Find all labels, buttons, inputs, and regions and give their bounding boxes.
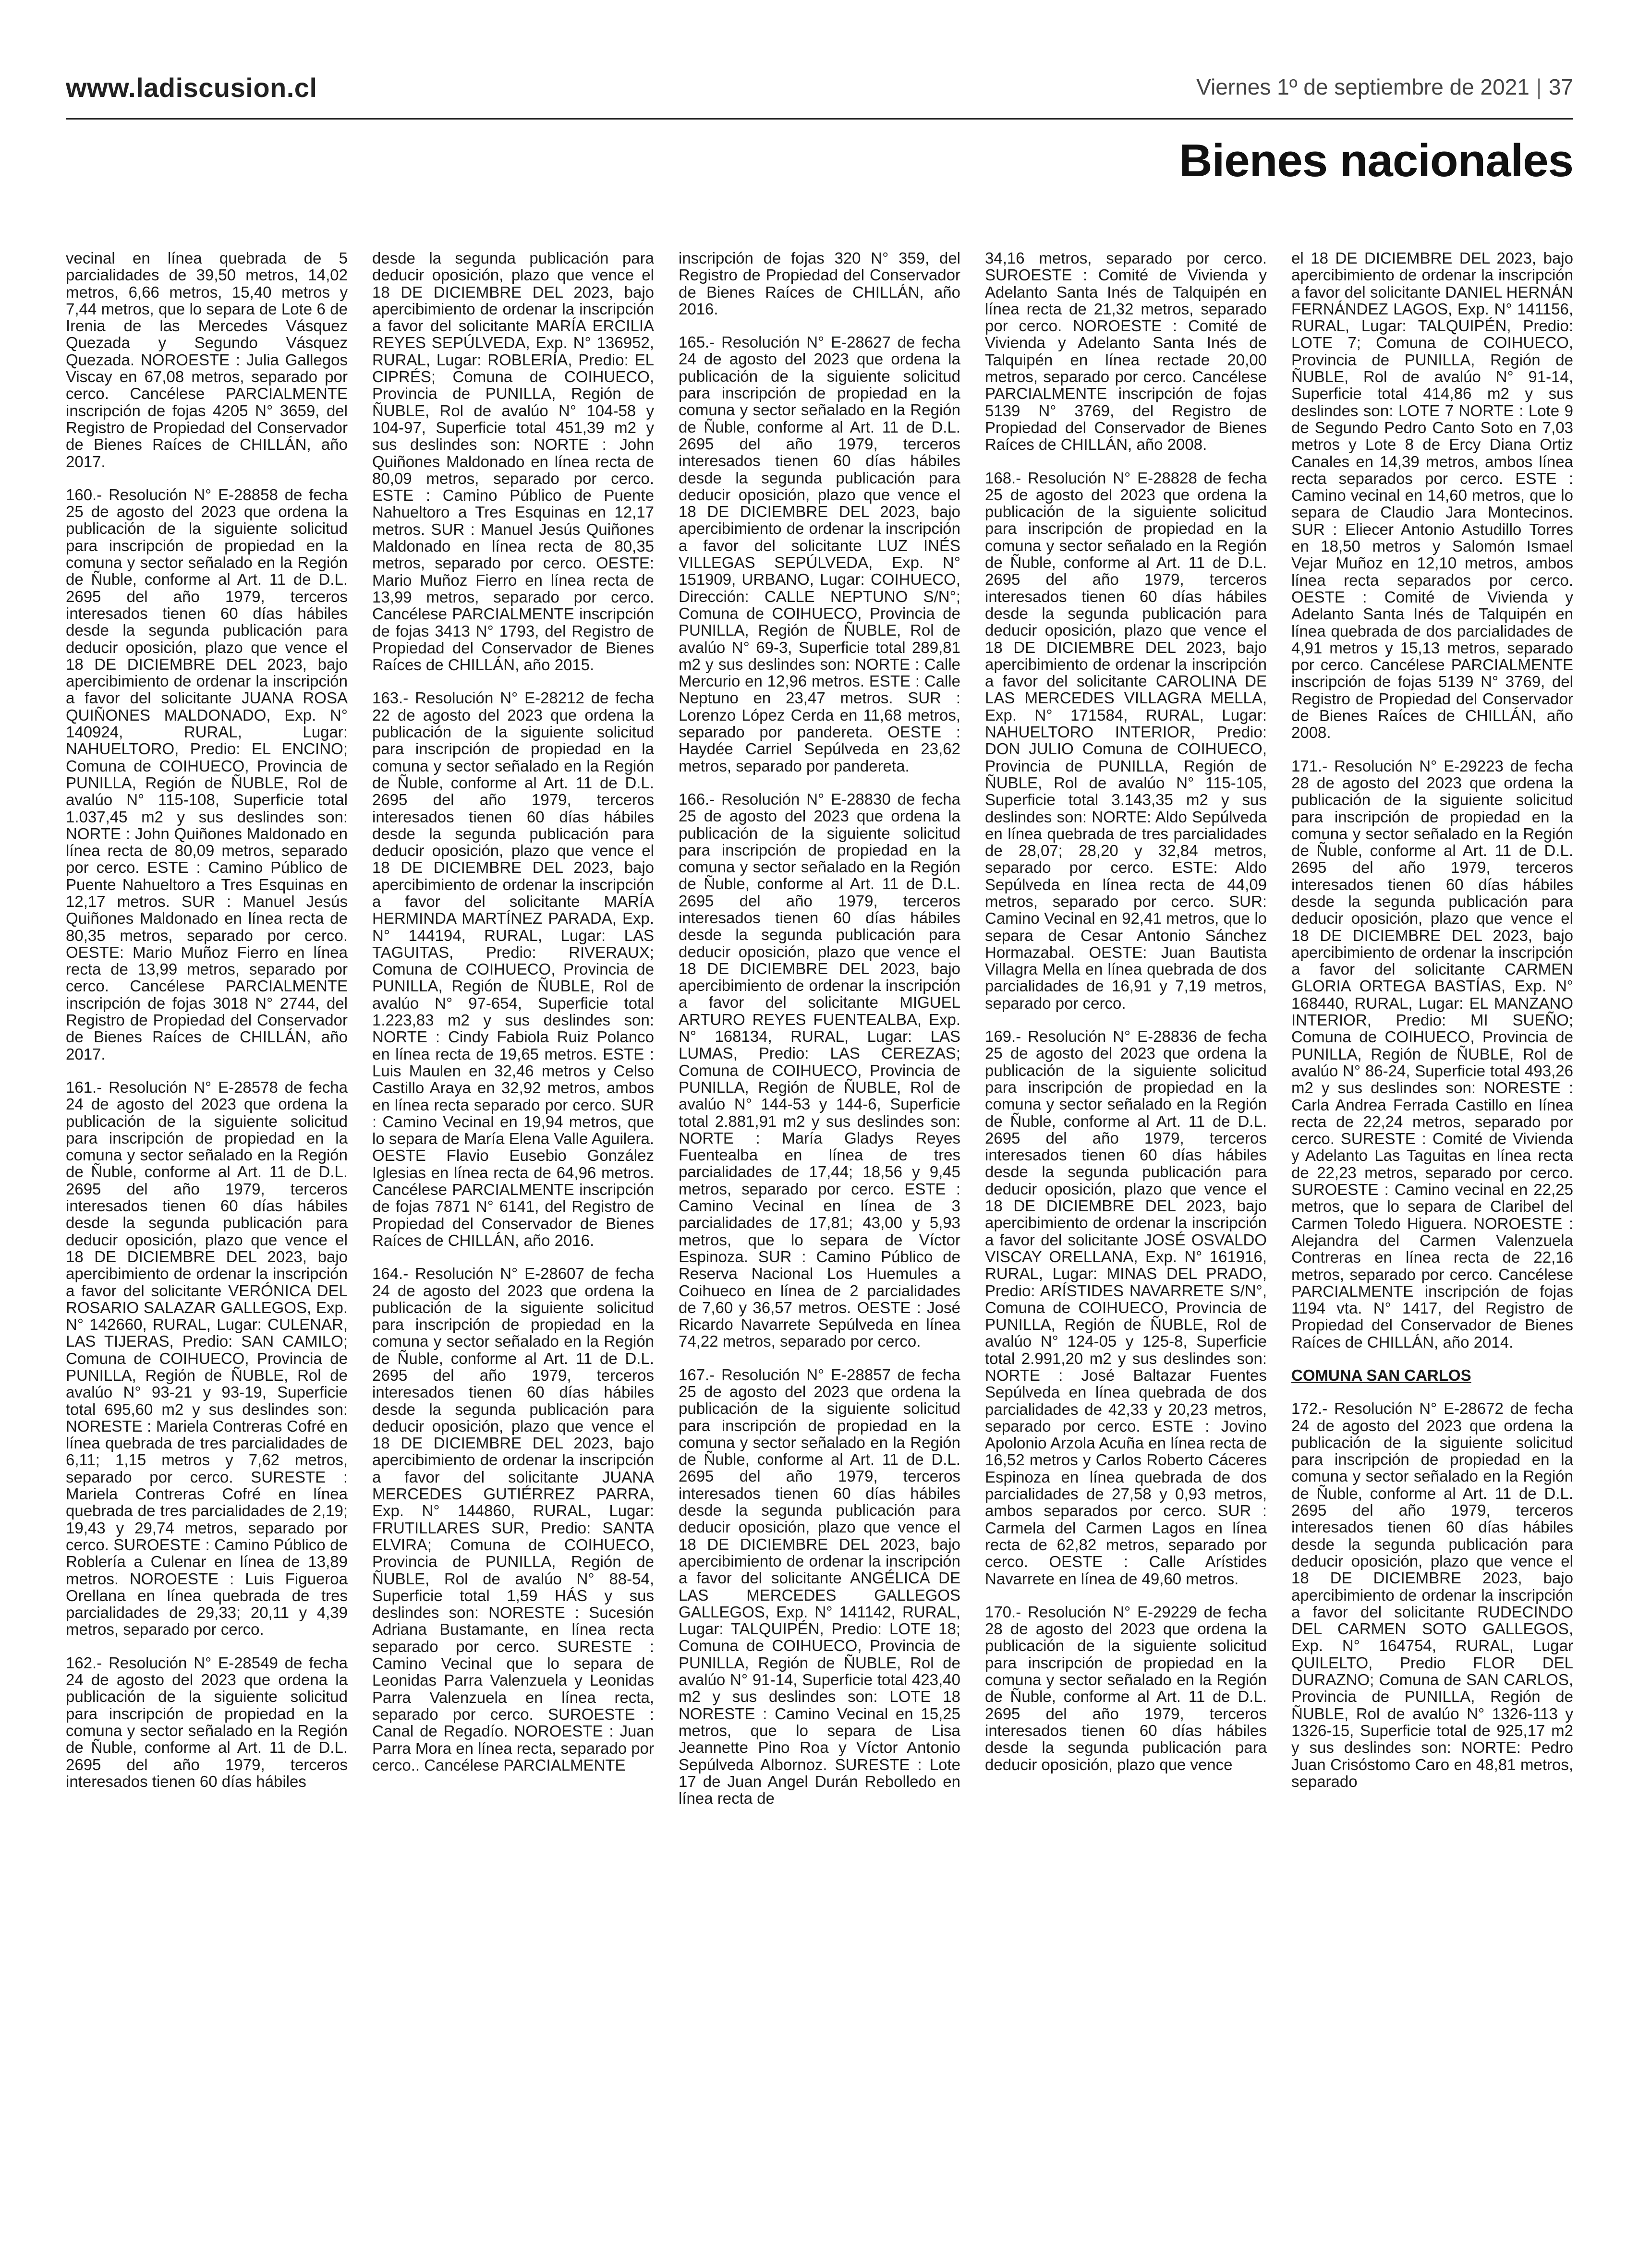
notice-paragraph: 167.- Resolución N° E-28857 de fecha 25 de agosto del 2023 que ordena la publicación de la siguiente solicitud para inscripción de propiedad en la comuna y sector señalado en la Región de Ñuble, conforme al Art. 11 de D.L. 2695 del año 1979, terceros interesados tienen 60 días hábiles desde la segunda publicación para deducir oposición, plazo que vence el 18 DE DICIEMBRE DEL 2023, bajo apercibimiento de ordenar la inscripción a favor del solicitante ANGÉLICA DE LAS MERCEDES GALLEGOS GALLEGOS, Exp. N° 141142, RURAL, Lugar: TALQUIPÉN, Predio: LOTE 18; Comuna de COIHUECO, Provincia de PUNILLA, Región de ÑUBLE, Rol de avalúo N° 91-14, Superficie total 423,40 m2 y sus deslindes son: LOTE 18 NORESTE : Camino Vecinal en 15,25 metros, que lo separa de Lisa Jeannette Pino Roa y Víctor Antonio Sepúlveda Albornoz. SURESTE : Lote 17 de Juan Angel Durán Rebolledo en línea recta de [679,1365,960,1808]
notice-paragraph: el 18 DE DICIEMBRE DEL 2023, bajo apercibimiento de ordenar la inscripción a favor del solicitante DANIEL HERNÁN FERNÁNDEZ LAGOS, Exp. N° 141156, RURAL, Lugar: TALQUIPÉN, Predio: LOTE 7; Comuna de COIHUECO, Provincia de PUNILLA, Región de ÑUBLE, Rol de avalúo N° 91-14, Superficie total 414,86 m2 y sus deslindes son: LOTE 7 NORTE : Lote 9 de Segundo Pedro Canto Soto en 7,03 metros y Lote 8 de Ercy Diana Ortiz Canales en 14,39 metros, ambos línea recta separados por cerco. ESTE : Camino vecinal en 14,60 metros, que lo separa de Claudio Jara Montecinos. SUR : Eliecer Antonio Astudillo Torres en 18,50 metros y Salomón Ismael Vejar Muñoz en 12,10 metros, ambos línea recta separados por cerco. OESTE : Comité de Vivienda y Adelanto Santa Inés de Talquipén en línea quebrada de dos parcialidades de 4,91 metros y 15,13 metros, separado por cerco. Cancélese PARCIALMENTE inscripción de fojas 5139 N° 3769, del Registro de Propiedad del Conservador de Bienes Raíces de CHILLÁN, año 2008. [1291,250,1573,742]
notice-paragraph: 160.- Resolución N° E-28858 de fecha 25 de agosto del 2023 que ordena la publicación de la siguiente solicitud para inscripción de propiedad en la comuna y sector señalado en la Región de Ñuble, conforme al Art. 11 de D.L. 2695 del año 1979, terceros interesados tienen 60 días hábiles desde la segunda publicación para deducir oposición, plazo que vence el 18 DE DICIEMBRE DEL 2023, bajo apercibimiento de ordenar la inscripción a favor del solicitante JUANA ROSA QUIÑONES MALDONADO, Exp. N° 140924, RURAL, Lugar: NAHUELTORO, Predio: EL ENCINO; Comuna de COIHUECO, Provincia de PUNILLA, Región de ÑUBLE, Rol de avalúo N° 115-108, Superficie total 1.037,45 m2 y sus deslindes son: NORTE : John Quiñones Maldonado en línea recta de 80,09 metros, separado por cerco. ESTE : Camino Público de Puente Nahueltoro a Tres Esquinas en 12,17 metros. SUR : Manuel Jesús Quiñones Maldonado en línea recta de 80,35 metros, separado por cerco. OESTE: Mario Muñoz Fierro en línea recta de 13,99 metros, separado por cerco. Cancélese PARCIALMENTE inscripción de fojas 3018 N° 2744, del Registro de Propiedad del Conservador de Bienes Raíces de CHILLÁN, año 2017. [66,485,348,1063]
notice-paragraph: 168.- Resolución N° E-28828 de fecha 25 de agosto del 2023 que ordena la publicación de la siguiente solicitud para inscripción de propiedad en la comuna y sector señalado en la Región de Ñuble, conforme al Art. 11 de D.L. 2695 del año 1979, terceros interesados tienen 60 días hábiles desde la segunda publicación para deducir oposición, plazo que vence el 18 DE DICIEMBRE DEL 2023, bajo apercibimiento de ordenar la inscripción a favor del solicitante CAROLINA DE LAS MERCEDES VILLAGRA MELLA, Exp. N° 171584, RURAL, Lugar: NAHUELTORO INTERIOR, Predio: DON JULIO Comuna de COIHUECO, Provincia de PUNILLA, Región de ÑUBLE, Rol de avalúo N° 115-105, Superficie total 3.143,35 m2 y sus deslindes son: NORTE: Aldo Sepúlveda en línea quebrada de tres parcialidades de 28,07; 28,20 y 32,84 metros, separado por cerco. ESTE: Aldo Sepúlveda en línea recta de 44,09 metros, separado por cerco. SUR: Camino Vecinal en 92,41 metros, que lo separa de Cesar Antonio Sánchez Hormazabal. OESTE: Juan Bautista Villagra Mella en línea quebrada de dos parcialidades de 16,91 y 7,19 metros, separado por cerco. [985,469,1267,1012]
site-url[interactable]: www.ladiscusion.cl [66,72,317,103]
section-title: Bienes nacionales [1179,135,1573,186]
page-number: 37 [1548,74,1573,99]
commune-heading: COMUNA SAN CARLOS [1291,1366,1471,1384]
dateline [1196,74,1573,100]
notice-columns [66,250,1573,2242]
notice-paragraph: 172.- Resolución N° E-28672 de fecha 24 de agosto del 2023 que ordena la publicación de la siguiente solicitud para inscripción de propiedad en la comuna y sector señalado en la Región de Ñuble, conforme al Art. 11 de D.L. 2695 del año 1979, terceros interesados tienen 60 días hábiles desde la segunda publicación para deducir oposición, plazo que vence el 18 DE DICIEMBRE 2023, bajo apercibimiento de ordenar la inscripción a favor del solicitante RUDECINDO DEL CARMEN SOTO GALLEGOS, Exp. N° 164754, RURAL, Lugar QUILELTO, Predio FLOR DEL DURAZNO; Comuna de SAN CARLOS, Provincia de PUNILLA, Región de ÑUBLE, Rol de avalúo N° 1326-113 y 1326-15, Superficie total de 925,17 m2 y sus deslindes son: NORTE: Pedro Juan Crisóstomo Caro en 48,81 metros, separado [1291,1399,1573,1790]
notice-paragraph: 171.- Resolución N° E-29223 de fecha 28 de agosto del 2023 que ordena la publicación de la siguiente solicitud para inscripción de propiedad en la comuna y sector señalado en la Región de Ñuble, conforme al Art. 11 de D.L. 2695 del año 1979, terceros interesados tienen 60 días hábiles desde la segunda publicación para deducir oposición, plazo que vence el 18 DE DICIEMBRE DEL 2023, bajo apercibimiento de ordenar la inscripción a favor del solicitante CARMEN GLORIA ORTEGA BASTÍAS, Exp. N° 168440, RURAL, Lugar: EL MANZANO INTERIOR, Predio: MI SUEÑO; Comuna de COIHUECO, Provincia de PUNILLA, Región de ÑUBLE, Rol de avalúo N° 86-24, Superficie total 493,26 m2 y sus deslindes son: NORESTE : Carla Andrea Ferrada Castillo en línea recta de 22,24 metros, separado por cerco. SURESTE : Comité de Vivienda y Adelanto Las Taguitas en línea recta de 22,23 metros, separado por cerco. SUROESTE : Camino vecinal en 22,25 metros, que lo separa de Claribel del Carmen Toledo Higuera. NOROESTE : Alejandra del Carmen Valenzuela Contreras en línea recta de 22,16 metros, separado por cerco. Cancélese PARCIALMENTE inscripción de fojas 1194 vta. N° 1417, del Registro de Propiedad del Conservador de Bienes Raíces de CHILLÁN, año 2014. [1291,757,1573,1351]
notice-paragraph: desde la segunda publicación para deducir oposición, plazo que vence el 18 DE DICIEMBRE DEL 2023, bajo apercibimiento de ordenar la inscripción a favor del solicitante MARÍA ERCILIA REYES SEPÚLVEDA, Exp. N° 136952, RURAL, Lugar: ROBLERÍA, Predio: EL CIPRÉS; Comuna de COIHUECO, Provincia de PUNILLA, Región de ÑUBLE, Rol de avalúo N° 104-58 y 104-97, Superficie total 451,39 m2 y sus deslindes son: NORTE : John Quiñones Maldonado en línea recta de 80,09 metros, separado por cerco. ESTE : Camino Público de Puente Nahueltoro a Tres Esquinas en 12,17 metros. SUR : Manuel Jesús Quiñones Maldonado en línea recta de 80,35 metros, separado por cerco. OESTE: Mario Muñoz Fierro en línea recta de 13,99 metros, separado por cerco. Cancélese PARCIALMENTE inscripción de fojas 3413 N° 1793, del Registro de Propiedad del Conservador de Bienes Raíces de CHILLÁN, año 2015. [372,250,654,674]
column-2 [372,250,654,2242]
issue-date: Viernes 1º de septiembre de 2021 [1196,74,1530,99]
dateline-separator: | [1536,74,1542,99]
notice-paragraph: vecinal en línea quebrada de 5 parcialidades de 39,50 metros, 14,02 metros, 6,66 metros, 15,40 metros y 7,44 metros, que lo separa de Lote 6 de Irenia de las Mercedes Vásquez Quezada y Segundo Vásquez Quezada. NOROESTE : Julia Gallegos Viscay en 67,08 metros, separado por cerco. Cancélese PARCIALMENTE inscripción de fojas 4205 N° 3659, del Registro de Propiedad del Conservador de Bienes Raíces de CHILLÁN, año 2017. [66,250,348,470]
header-rule [66,118,1573,120]
column-3 [679,250,960,2242]
notice-paragraph: 170.- Resolución N° E-29229 de fecha 28 de agosto del 2023 que ordena la publicación de la siguiente solicitud para inscripción de propiedad en la comuna y sector señalado en la Región de Ñuble, conforme al Art. 11 de D.L. 2695 del año 1979, terceros interesados tienen 60 días hábiles desde la segunda publicación para deducir oposición, plazo que vence [985,1603,1267,1773]
column-4 [985,250,1267,2242]
notice-paragraph: inscripción de fojas 320 N° 359, del Registro de Propiedad del Conservador de Bienes Raíces de CHILLÁN, año 2016. [679,250,960,318]
notice-paragraph: 161.- Resolución N° E-28578 de fecha 24 de agosto del 2023 que ordena la publicación de la siguiente solicitud para inscripción de propiedad en la comuna y sector señalado en la Región de Ñuble, conforme al Art. 11 de D.L. 2695 del año 1979, terceros interesados tienen 60 días hábiles desde la segunda publicación para deducir oposición, plazo que vence el 18 DE DICIEMBRE DEL 2023, bajo apercibimiento de ordenar la inscripción a favor del solicitante VERÓNICA DEL ROSARIO SALAZAR GALLEGOS, Exp. N° 142660, RURAL, Lugar: CULENAR, LAS TIJERAS, Predio: SAN CAMILO; Comuna de COIHUECO, Provincia de PUNILLA, Región de ÑUBLE, Rol de avalúo N° 93-21 y 93-19, Superficie total 695,60 m2 y sus deslindes son: NORESTE : Mariela Contreras Cofré en línea quebrada de tres parcialidades de 6,11; 1,15 metros y 7,62 metros, separado por cerco. SURESTE : Mariela Contreras Cofré en línea quebrada de tres parcialidades de 2,19; 19,43 y 29,74 metros, separado por cerco. SUROESTE : Camino Público de Roblería a Culenar en línea de 13,89 metros. NOROESTE : Luis Figueroa Orellana en línea quebrada de tres parcialidades de 29,33; 20,11 y 4,39 metros, separado por cerco. [66,1078,348,1639]
column-5 [1291,250,1573,2242]
notice-paragraph: 165.- Resolución N° E-28627 de fecha 24 de agosto del 2023 que ordena la publicación de la siguiente solicitud para inscripción de propiedad en la comuna y sector señalado en la Región de Ñuble, conforme al Art. 11 de D.L. 2695 del año 1979, terceros interesados tienen 60 días hábiles desde la segunda publicación para deducir oposición, plazo que vence el 18 DE DICIEMBRE DEL 2023, bajo apercibimiento de ordenar la inscripción a favor del solicitante LUZ INÉS VILLEGAS SEPÚLVEDA, Exp. N° 151909, URBANO, Lugar: COIHUECO, Dirección: CALLE NEPTUNO S/N°; Comuna de COIHUECO, Provincia de PUNILLA, Región de ÑUBLE, Rol de avalúo N° 69-3, Superficie total 289,81 m2 y sus deslindes son: NORTE : Calle Mercurio en 12,96 metros. ESTE : Calle Neptuno en 23,47 metros. SUR : Lorenzo López Cerda en 11,68 metros, separado por pandereta. OESTE : Haydée Carriel Sepúlveda en 23,62 metros, separado por pandereta. [679,333,960,775]
notice-paragraph: 34,16 metros, separado por cerco. SUROESTE : Comité de Vivienda y Adelanto Santa Inés de Talquipén en línea recta de 21,32 metros, separado por cerco. NOROESTE : Comité de Vivienda y Adelanto Santa Inés de Talquipén en línea rectade 20,00 metros, separado por cerco. Cancélese PARCIALMENTE inscripción de fojas 5139 N° 3769, del Registro de Propiedad del Conservador de Bienes Raíces de CHILLÁN, año 2008. [985,250,1267,454]
notice-paragraph: 166.- Resolución N° E-28830 de fecha 25 de agosto del 2023 que ordena la publicación de la siguiente solicitud para inscripción de propiedad en la comuna y sector señalado en la Región de Ñuble, conforme al Art. 11 de D.L. 2695 del año 1979, terceros interesados tienen 60 días hábiles desde la segunda publicación para deducir oposición, plazo que vence el 18 DE DICIEMBRE DEL 2023, bajo apercibimiento de ordenar la inscripción a favor del solicitante MIGUEL ARTURO REYES FUENTEALBA, Exp. N° 168134, RURAL, Lugar: LAS LUMAS, Predio: LAS CEREZAS; Comuna de COIHUECO, Provincia de PUNILLA, Región de ÑUBLE, Rol de avalúo N° 144-53 y 144-6, Superficie total 2.881,91 m2 y sus deslindes son: NORTE : María Gladys Reyes Fuentealba en línea de tres parcialidades de 17,44; 18,56 y 9,45 metros, separado por cerco. ESTE : Camino Vecinal en línea de 3 parcialidades de 17,81; 43,00 y 5,93 metros, que lo separa de Víctor Espinoza. SUR : Camino Público de Reserva Nacional Los Huemules a Coihueco en línea de 2 parcialidades de 7,60 y 36,57 metros. OESTE : José Ricardo Navarrete Sepúlveda en línea 74,22 metros, separado por cerco. [679,790,960,1351]
notice-paragraph: 162.- Resolución N° E-28549 de fecha 24 de agosto del 2023 que ordena la publicación de la siguiente solicitud para inscripción de propiedad en la comuna y sector señalado en la Región de Ñuble, conforme al Art. 11 de D.L. 2695 del año 1979, terceros interesados tienen 60 días hábiles [66,1653,348,1790]
column-1 [66,250,348,2242]
notice-paragraph: 163.- Resolución N° E-28212 de fecha 22 de agosto del 2023 que ordena la publicación de la siguiente solicitud para inscripción de propiedad en la comuna y sector señalado en la Región de Ñuble, conforme al Art. 11 de D.L. 2695 del año 1979, terceros interesados tienen 60 días hábiles desde la segunda publicación para deducir oposición, plazo que vence el 18 DE DICIEMBRE DEL 2023, bajo apercibimiento de ordenar la inscripción a favor del solicitante MARÍA HERMINDA MARTÍNEZ PARADA, Exp. N° 144194, RURAL, Lugar: LAS TAGUITAS, Predio: RIVERAUX; Comuna de COIHUECO, Provincia de PUNILLA, Región de ÑUBLE, Rol de avalúo N° 97-654, Superficie total 1.223,83 m2 y sus deslindes son: NORTE : Cindy Fabiola Ruiz Polanco en línea recta de 19,65 metros. ESTE : Luis Maulen en 32,46 metros y Celso Castillo Araya en 32,92 metros, ambos en línea recta separado por cerco. SUR : Camino Vecinal en 19,94 metros, que lo separa de María Elena Valle Aguilera. OESTE Flavio Eusebio González Iglesias en línea recta de 64,96 metros. Cancélese PARCIALMENTE inscripción de fojas 7871 N° 6141, del Registro de Propiedad del Conservador de Bienes Raíces de CHILLÁN, año 2016. [372,689,654,1249]
notice-paragraph: 164.- Resolución N° E-28607 de fecha 24 de agosto del 2023 que ordena la publicación de la siguiente solicitud para inscripción de propiedad en la comuna y sector señalado en la Región de Ñuble, conforme al Art. 11 de D.L. 2695 del año 1979, terceros interesados tienen 60 días hábiles desde la segunda publicación para deducir oposición, plazo que vence el 18 DE DICIEMBRE DEL 2023, bajo apercibimiento de ordenar la inscripción a favor del solicitante JUANA MERCEDES GUTIÉRREZ PARRA, Exp. N° 144860, RURAL, Lugar: FRUTILLARES SUR, Predio: SANTA ELVIRA; Comuna de COIHUECO, Provincia de PUNILLA, Región de ÑUBLE, Rol de avalúo N° 88-54, Superficie total 1,59 HÁS y sus deslindes son: NORESTE : Sucesión Adriana Bustamante, en línea recta separado por cerco. SURESTE : Camino Vecinal que lo separa de Leonidas Parra Valenzuela y Leonidas Parra Valenzuela en línea recta, separado por cerco. SUROESTE : Canal de Regadío. NOROESTE : Juan Parra Mora en línea recta, separado por cerco.. Cancélese PARCIALMENTE [372,1265,654,1774]
page-header [66,72,1573,120]
notice-paragraph: 169.- Resolución N° E-28836 de fecha 25 de agosto del 2023 que ordena la publicación de la siguiente solicitud para inscripción de propiedad en la comuna y sector señalado en la Región de Ñuble, conforme al Art. 11 de D.L. 2695 del año 1979, terceros interesados tienen 60 días hábiles desde la segunda publicación para deducir oposición, plazo que vence el 18 DE DICIEMBRE DEL 2023, bajo apercibimiento de ordenar la inscripción a favor del solicitante JOSÉ OSVALDO VISCAY ORELLANA, Exp. N° 161916, RURAL, Lugar: MINAS DEL PRADO, Predio: ARÍSTIDES NAVARRETE S/N°, Comuna de COIHUECO, Provincia de PUNILLA, Región de ÑUBLE, Rol de avalúo N° 124-05 y 125-8, Superficie total 2.991,20 m2 y sus deslindes son: NORTE : José Baltazar Fuentes Sepúlveda en línea quebrada de dos parcialidades de 42,33 y 20,23 metros, separado por cerco. ESTE : Jovino Apolonio Arzola Acuña en línea recta de 16,52 metros y Carlos Roberto Cáceres Espinoza en línea quebrada de dos parcialidades de 27,58 y 0,93 metros, ambos separados por cerco. SUR : Carmela del Carmen Lagos en línea recta de 62,82 metros, separado por cerco. OESTE : Calle Arístides Navarrete en línea de 49,60 metros. [985,1027,1267,1588]
